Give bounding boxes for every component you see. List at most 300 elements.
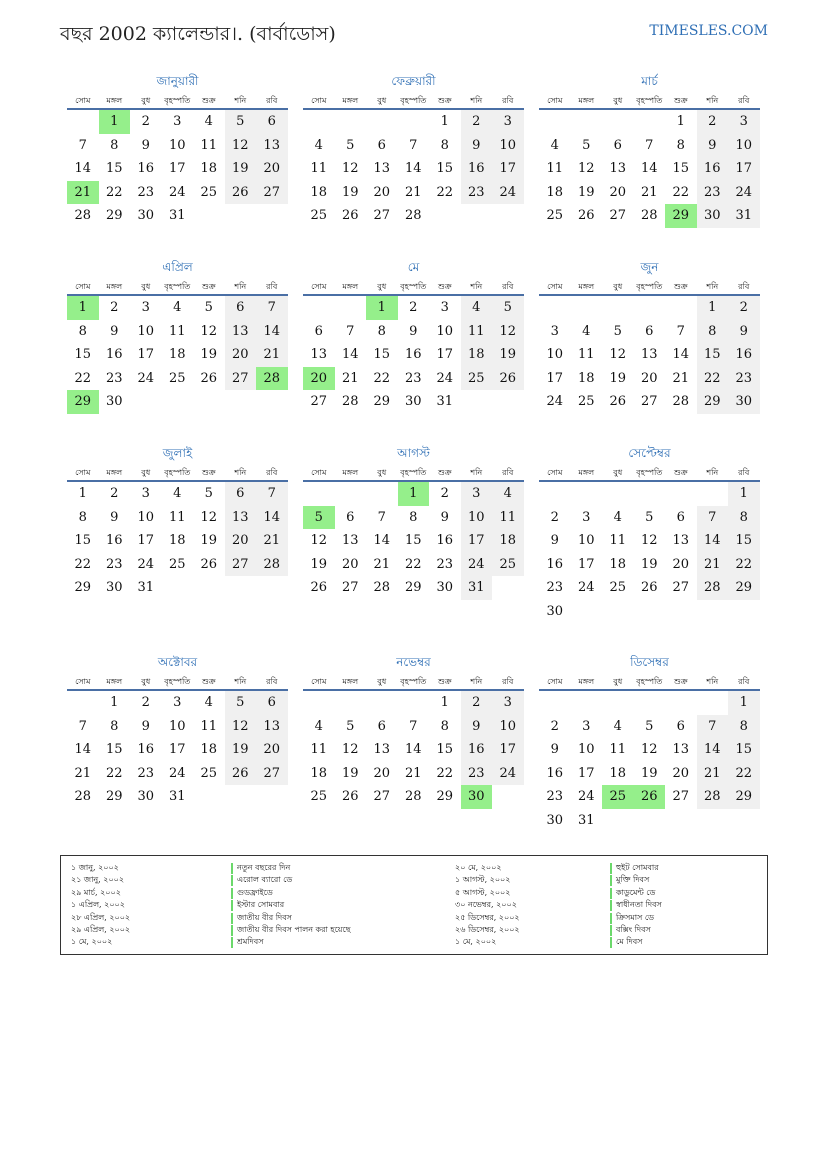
day-cell: 2 — [697, 110, 729, 134]
day-cell: 3 — [173, 695, 182, 710]
legend-holiday-name: স্বাধীনতা দিবস — [616, 900, 662, 910]
legend-date: ১ এপ্রিল, ২০০২ — [71, 900, 125, 910]
weekday-label: বৃহস্পতি — [164, 282, 191, 291]
day-cell: 5 — [204, 300, 213, 315]
day-cell: 22 — [436, 765, 454, 781]
day-cell: 31 — [137, 580, 155, 595]
day-cell: 26 — [200, 370, 218, 386]
day-cell: 19 — [609, 370, 627, 386]
empty-day-cell — [67, 691, 99, 715]
day-cell: 25 — [492, 553, 524, 577]
month-calendar — [539, 442, 760, 623]
day-cell: 9 — [440, 509, 449, 525]
day-cell: 6 — [676, 718, 685, 734]
day-cell: 26 — [200, 556, 218, 572]
empty-day-cell — [366, 110, 398, 134]
day-cell: 30 — [137, 208, 155, 223]
day-cell: 20 — [373, 184, 391, 200]
day-cell: 15 — [404, 533, 422, 548]
month-calendar — [303, 651, 524, 809]
day-cell: 6 — [314, 323, 323, 339]
weekday-label: বুধ — [613, 677, 623, 686]
day-cell: 7 — [697, 715, 729, 739]
day-cell: 28 — [341, 394, 359, 409]
day-cell: 6 — [256, 691, 288, 715]
holiday-legend — [60, 855, 768, 955]
legend-marker — [610, 863, 612, 874]
day-cell: 13 — [310, 347, 328, 362]
holiday-day-cell: 1 — [67, 296, 99, 320]
day-cell: 11 — [310, 742, 328, 757]
day-grid — [67, 691, 288, 809]
day-cell: 28 — [74, 208, 92, 223]
weekday-header — [67, 673, 288, 691]
day-cell: 2 — [461, 110, 493, 134]
day-cell: 28 — [697, 576, 729, 600]
day-cell: 2 — [141, 695, 150, 710]
day-cell: 17 — [168, 161, 186, 176]
day-cell: 16 — [461, 738, 493, 762]
day-cell: 29 — [697, 390, 729, 414]
day-cell: 11 — [168, 323, 186, 339]
day-cell: 2 — [728, 296, 760, 320]
month-name: নভেম্বর — [396, 655, 431, 669]
month-name: আগস্ট — [397, 446, 430, 460]
day-cell: 15 — [697, 343, 729, 367]
weekday-header — [539, 464, 760, 482]
empty-day-cell — [634, 110, 666, 134]
day-cell: 10 — [137, 509, 155, 525]
weekday-label: শনি — [706, 677, 719, 686]
weekday-label: বুধ — [613, 96, 623, 105]
day-cell: 18 — [492, 529, 524, 553]
legend-holiday-name: নতুন বছরের দিন — [237, 863, 291, 872]
day-cell: 16 — [697, 157, 729, 181]
weekday-label: বৃহস্পতি — [636, 468, 663, 477]
day-cell: 30 — [697, 204, 729, 228]
day-cell: 10 — [577, 533, 595, 548]
empty-day-cell — [539, 110, 571, 134]
legend-date: ২৯ এপ্রিল, ২০০২ — [71, 925, 131, 934]
day-cell: 25 — [546, 208, 564, 223]
day-cell: 27 — [672, 580, 690, 595]
day-cell: 16 — [546, 556, 564, 572]
month-calendar — [303, 70, 524, 228]
legend-marker — [610, 888, 612, 899]
legend-date: ২৯ মার্চ, ২০০২ — [71, 887, 121, 897]
day-cell: 30 — [546, 603, 564, 619]
legend-date: ২৫ ডিসেম্বর, ২০০২ — [455, 912, 520, 922]
empty-day-cell — [366, 691, 398, 715]
day-cell: 2 — [440, 486, 449, 501]
day-cell: 15 — [105, 742, 123, 757]
day-cell: 18 — [200, 161, 218, 176]
empty-day-cell — [602, 482, 634, 506]
holiday-day-cell: 29 — [665, 204, 697, 228]
legend-holiday-name: জাতীয় বীর দিবস — [237, 912, 292, 922]
empty-day-cell — [602, 296, 634, 320]
day-cell: 13 — [609, 161, 627, 176]
day-cell: 6 — [613, 137, 622, 153]
day-cell: 2 — [550, 718, 559, 734]
empty-day-cell — [602, 110, 634, 134]
day-cell: 22 — [672, 184, 690, 200]
empty-day-cell — [303, 691, 335, 715]
legend-marker — [610, 937, 612, 948]
month-calendar — [67, 442, 288, 600]
weekday-label: রবি — [266, 96, 278, 105]
legend-date: ১ আগস্ট, ২০০২ — [455, 875, 511, 885]
day-cell: 5 — [645, 718, 654, 734]
day-cell: 21 — [697, 762, 729, 786]
day-cell: 24 — [492, 181, 524, 205]
day-cell: 20 — [256, 738, 288, 762]
weekday-label: সোম — [547, 468, 563, 477]
empty-day-cell — [539, 691, 571, 715]
day-grid — [539, 110, 760, 228]
day-cell: 3 — [492, 110, 524, 134]
day-cell: 10 — [492, 715, 524, 739]
day-cell: 13 — [225, 506, 257, 530]
legend-date: ৫ আগস্ট, ২০০২ — [455, 887, 511, 897]
day-cell: 8 — [728, 506, 760, 530]
day-cell: 14 — [373, 533, 391, 548]
day-cell: 25 — [609, 580, 627, 595]
day-cell: 14 — [74, 742, 92, 757]
day-cell: 25 — [200, 184, 218, 200]
day-cell: 6 — [346, 509, 355, 525]
day-cell: 30 — [105, 394, 123, 409]
day-cell: 22 — [373, 370, 391, 386]
day-cell: 9 — [461, 134, 493, 158]
day-cell: 27 — [310, 394, 328, 409]
day-cell: 9 — [409, 323, 418, 339]
empty-day-cell — [571, 110, 603, 134]
weekday-label: মঙ্গল — [106, 96, 123, 105]
day-cell: 3 — [582, 718, 591, 734]
day-cell: 17 — [492, 738, 524, 762]
day-cell: 4 — [173, 486, 182, 501]
day-cell: 7 — [256, 482, 288, 506]
weekday-label: শুক্র — [673, 282, 688, 291]
day-cell: 2 — [461, 691, 493, 715]
day-cell: 20 — [609, 184, 627, 200]
day-cell: 4 — [173, 300, 182, 315]
day-cell: 19 — [225, 738, 257, 762]
day-cell: 1 — [697, 296, 729, 320]
legend-marker — [231, 875, 233, 886]
legend-holiday-name: গুডফ্রাইডে — [237, 887, 273, 897]
day-cell: 8 — [78, 323, 87, 339]
legend-marker — [231, 888, 233, 899]
weekday-label: সোম — [311, 468, 327, 477]
day-cell: 7 — [409, 137, 418, 153]
day-cell: 12 — [225, 715, 257, 739]
day-cell: 9 — [461, 715, 493, 739]
legend-holiday-name: এরোল ব্যারো ডে — [237, 875, 293, 885]
weekday-label: বৃহস্পতি — [400, 677, 427, 686]
day-cell: 12 — [640, 533, 658, 548]
legend-date: ২০ মে, ২০০২ — [455, 863, 502, 872]
day-cell: 4 — [582, 323, 591, 339]
weekday-label: বৃহস্পতি — [164, 677, 191, 686]
day-cell: 23 — [461, 762, 493, 786]
day-cell: 27 — [341, 580, 359, 595]
day-cell: 9 — [550, 533, 559, 548]
day-cell: 27 — [609, 208, 627, 223]
day-cell: 7 — [377, 509, 386, 525]
day-cell: 23 — [728, 367, 760, 391]
day-cell: 18 — [577, 370, 595, 386]
day-cell: 19 — [577, 184, 595, 200]
legend-date: ৩০ নভেম্বর, ২০০২ — [455, 900, 517, 910]
day-cell: 24 — [492, 762, 524, 786]
legend-holiday-name: ক্রিসমাস ডে — [616, 912, 654, 922]
day-cell: 7 — [256, 296, 288, 320]
weekday-label: শুক্র — [201, 282, 216, 291]
site-link[interactable]: TIMESLES.COM — [649, 23, 768, 39]
day-cell: 4 — [461, 296, 493, 320]
weekday-label: বৃহস্পতি — [636, 282, 663, 291]
day-cell: 14 — [256, 506, 288, 530]
day-cell: 23 — [546, 580, 564, 595]
day-cell: 22 — [105, 765, 123, 781]
legend-holiday-name: বক্সিং দিবস — [616, 925, 651, 934]
day-cell: 19 — [341, 184, 359, 200]
day-cell: 10 — [137, 323, 155, 339]
day-cell: 19 — [310, 556, 328, 572]
month-name: এপ্রিল — [162, 260, 193, 274]
day-cell: 6 — [377, 137, 386, 153]
day-cell: 13 — [640, 347, 658, 362]
day-cell: 31 — [168, 208, 186, 223]
day-grid — [539, 691, 760, 832]
day-cell: 19 — [341, 765, 359, 781]
day-cell: 18 — [546, 184, 564, 200]
day-cell: 5 — [492, 296, 524, 320]
empty-day-cell — [665, 482, 697, 506]
day-cell: 27 — [373, 208, 391, 223]
weekday-label: বৃহস্পতি — [400, 96, 427, 105]
weekday-label: রবি — [502, 96, 514, 105]
empty-day-cell — [634, 296, 666, 320]
day-cell: 18 — [168, 533, 186, 548]
weekday-label: শুক্র — [437, 282, 452, 291]
weekday-label: বৃহস্পতি — [636, 96, 663, 105]
day-cell: 19 — [200, 533, 218, 548]
day-cell: 17 — [492, 157, 524, 181]
weekday-label: রবি — [502, 677, 514, 686]
day-cell: 17 — [461, 529, 493, 553]
empty-day-cell — [571, 296, 603, 320]
day-cell: 17 — [577, 765, 595, 781]
weekday-header — [67, 92, 288, 110]
legend-marker — [610, 925, 612, 936]
day-cell: 3 — [141, 486, 150, 501]
empty-day-cell — [398, 691, 430, 715]
day-cell: 3 — [728, 110, 760, 134]
day-cell: 5 — [582, 137, 591, 153]
legend-date: ২১ জানু, ২০০২ — [71, 875, 125, 885]
weekday-label: শনি — [706, 282, 719, 291]
day-cell: 23 — [436, 556, 454, 572]
day-cell: 6 — [645, 323, 654, 339]
weekday-label: মঙ্গল — [342, 96, 359, 105]
day-grid — [67, 296, 288, 414]
legend-marker — [610, 900, 612, 911]
day-grid — [303, 482, 524, 600]
day-cell: 27 — [672, 789, 690, 804]
weekday-label: রবি — [266, 468, 278, 477]
legend-date: ১ মে, ২০০২ — [71, 937, 113, 947]
day-cell: 20 — [640, 370, 658, 386]
day-cell: 30 — [137, 789, 155, 804]
day-cell: 6 — [225, 482, 257, 506]
day-cell: 26 — [341, 789, 359, 804]
month-name: জানুয়ারী — [156, 74, 199, 88]
day-cell: 4 — [204, 114, 213, 129]
weekday-label: সোম — [311, 677, 327, 686]
legend-holiday-name: শ্রমদিবস — [237, 937, 264, 947]
day-grid — [303, 110, 524, 228]
day-cell: 5 — [645, 509, 654, 525]
day-cell: 27 — [640, 394, 658, 409]
weekday-header — [303, 464, 524, 482]
day-cell: 20 — [341, 556, 359, 572]
weekday-label: বুধ — [613, 282, 623, 291]
day-cell: 7 — [409, 718, 418, 734]
day-cell: 23 — [461, 181, 493, 205]
day-cell: 5 — [613, 323, 622, 339]
day-cell: 24 — [137, 370, 155, 386]
day-cell: 4 — [314, 137, 323, 153]
day-cell: 23 — [137, 184, 155, 200]
month-name: জুলাই — [162, 446, 193, 460]
day-cell: 13 — [225, 320, 257, 344]
day-cell: 4 — [492, 482, 524, 506]
holiday-day-cell: 21 — [67, 181, 99, 205]
day-cell: 25 — [310, 208, 328, 223]
weekday-label: শুক্র — [673, 677, 688, 686]
day-cell: 17 — [728, 157, 760, 181]
day-grid — [67, 482, 288, 600]
empty-day-cell — [665, 296, 697, 320]
weekday-label: বৃহস্পতি — [164, 96, 191, 105]
weekday-label: মঙ্গল — [578, 282, 595, 291]
day-cell: 17 — [436, 347, 454, 362]
legend-holiday-name: হুইট সোমবার — [616, 863, 659, 872]
day-cell: 16 — [105, 347, 123, 362]
weekday-label: শুক্র — [201, 468, 216, 477]
day-cell: 8 — [409, 509, 418, 525]
legend-holiday-name: কাডুমেন্ট ডে — [616, 887, 656, 897]
day-cell: 10 — [577, 742, 595, 757]
day-cell: 23 — [546, 789, 564, 804]
day-cell: 27 — [256, 762, 288, 786]
day-cell: 19 — [640, 556, 658, 572]
weekday-label: সোম — [547, 282, 563, 291]
day-cell: 10 — [492, 134, 524, 158]
weekday-header — [539, 673, 760, 691]
day-cell: 27 — [373, 789, 391, 804]
day-cell: 24 — [137, 556, 155, 572]
day-cell: 29 — [728, 576, 760, 600]
weekday-label: শুক্র — [673, 468, 688, 477]
day-cell: 3 — [141, 300, 150, 315]
holiday-day-cell: 29 — [67, 390, 99, 414]
day-cell: 26 — [225, 181, 257, 205]
day-cell: 7 — [78, 137, 87, 153]
day-cell: 13 — [672, 533, 690, 548]
weekday-label: বৃহস্পতি — [400, 282, 427, 291]
weekday-label: মঙ্গল — [578, 96, 595, 105]
weekday-label: মঙ্গল — [578, 677, 595, 686]
day-cell: 8 — [110, 718, 119, 734]
legend-date: ১ জানু, ২০০২ — [71, 863, 119, 872]
weekday-label: শনি — [706, 468, 719, 477]
day-cell: 12 — [310, 533, 328, 548]
day-cell: 13 — [256, 715, 288, 739]
holiday-day-cell: 26 — [634, 785, 666, 809]
day-cell: 8 — [377, 323, 386, 339]
legend-holiday-name: মে দিবস — [616, 937, 643, 947]
weekday-label: শনি — [706, 96, 719, 105]
day-cell: 31 — [728, 204, 760, 228]
day-cell: 30 — [728, 390, 760, 414]
empty-day-cell — [697, 482, 729, 506]
legend-marker — [231, 925, 233, 936]
day-cell: 15 — [672, 161, 690, 176]
day-cell: 7 — [697, 506, 729, 530]
day-cell: 4 — [204, 695, 213, 710]
weekday-label: শনি — [234, 282, 247, 291]
weekday-label: মঙ্গল — [106, 468, 123, 477]
empty-day-cell — [335, 691, 367, 715]
day-cell: 18 — [461, 343, 493, 367]
empty-day-cell — [571, 691, 603, 715]
day-cell: 23 — [105, 556, 123, 572]
day-cell: 11 — [577, 347, 595, 362]
empty-day-cell — [697, 691, 729, 715]
day-cell: 20 — [225, 343, 257, 367]
day-cell: 17 — [137, 533, 155, 548]
legend-marker — [231, 900, 233, 911]
empty-day-cell — [539, 296, 571, 320]
day-cell: 28 — [640, 208, 658, 223]
month-name: ফেব্রুয়ারী — [391, 74, 436, 88]
day-cell: 18 — [168, 347, 186, 362]
day-cell: 15 — [74, 347, 92, 362]
day-cell: 8 — [728, 715, 760, 739]
day-cell: 1 — [78, 486, 87, 501]
empty-day-cell — [303, 110, 335, 134]
empty-day-cell — [398, 110, 430, 134]
month-name: মার্চ — [641, 74, 658, 88]
legend-date: ২৮ এপ্রিল, ২০০২ — [71, 912, 131, 922]
weekday-label: শুক্র — [201, 677, 216, 686]
day-cell: 13 — [341, 533, 359, 548]
holiday-day-cell: 1 — [366, 296, 398, 320]
day-cell: 25 — [168, 556, 186, 572]
day-cell: 10 — [461, 506, 493, 530]
weekday-header — [67, 278, 288, 296]
empty-day-cell — [634, 482, 666, 506]
day-cell: 24 — [728, 181, 760, 205]
day-cell: 26 — [609, 394, 627, 409]
day-cell: 3 — [492, 691, 524, 715]
day-cell: 9 — [728, 320, 760, 344]
day-cell: 24 — [577, 580, 595, 595]
